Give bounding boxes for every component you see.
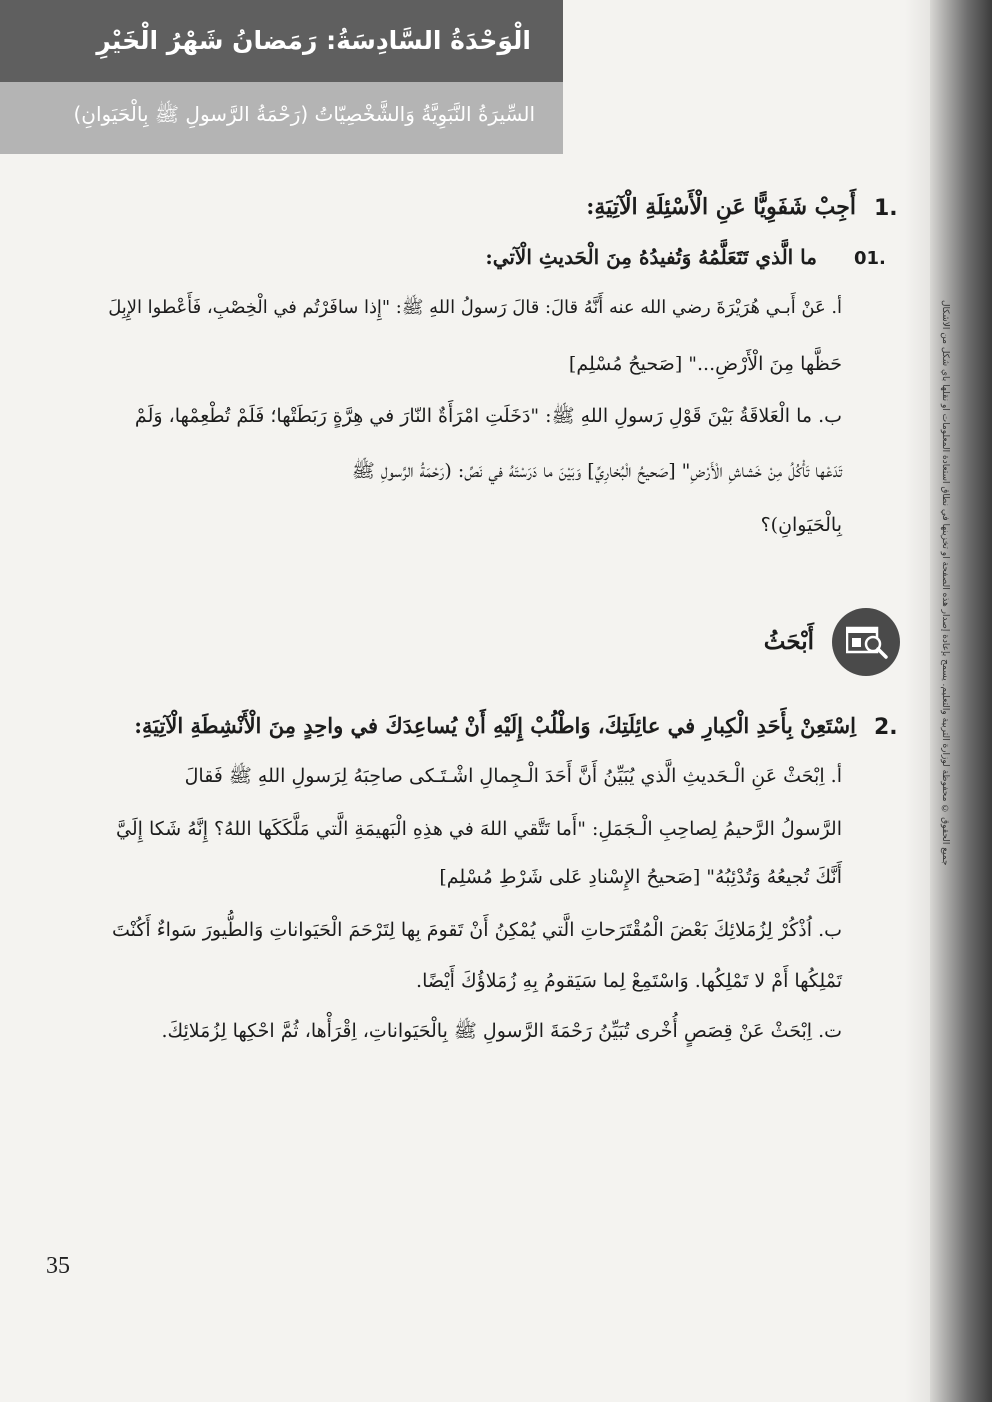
unit-title-band [0, 0, 563, 82]
section1-number: 1. [874, 196, 898, 221]
item-b-line2: تَدَعْها تَأْكُلُ مِنْ خَشاشِ الْأَرْضِ" [صَحيحُ الْبُخارِيِّ] وَبَيْنَ ما دَرَسْتَهُ في نَصِّ: (رَحْمَةُ الرَّسولِ ﷺ [351, 460, 842, 482]
lesson-title: السِّيرَةُ النَّبَوِيَّةُ وَالشَّخْصِيّاتُ (رَحْمَةُ الرَّسولِ ﷺ بِالْحَيَوانِ) [73, 102, 535, 126]
section2-item-b-line2: تَمْلِكُها أَمْ لا تَمْلِكُها. وَاسْتَمِعْ لِما سَيَقومُ بِهِ زُمَلاؤُكَ أَيْضًا. [416, 970, 842, 992]
section2-item-a-line3: أَنَّكَ تُجيعُهُ وَتُدْئِبُهُ" [صَحيحُ الإِسْنادِ عَلى شَرْطِ مُسْلِم] [439, 866, 842, 888]
section2-item-c-line1: ت. اِبْحَثْ عَنْ قِصَصٍ أُخْرى تُبَيِّنُ رَحْمَةَ الرَّسولِ ﷺ بِالْحَيَواناتِ، اِقْرَأْها، ثُمَّ احْكِها لِزُمَلائِكَ. [161, 1020, 842, 1042]
search-folder-icon [832, 608, 900, 676]
section2-number: 2. [874, 715, 898, 740]
copyright-side-note: جميع الحقوق © محفوظة لوزارة التربية والتعليم. يسمح بإعادة إصدار هذه الصفحة أو تخزينها في نطاق استعادة المعلومات أو نقلها بأي شكل من الأشكال [940, 300, 950, 866]
section2-item-b-line1: ب. اُذْكُرْ لِزُمَلائِكَ بَعْضَ الْمُقْتَرَحاتِ الَّتي يُمْكِنُ أَنْ تَقومَ بِها لِتَرْحَمَ الْحَيَواناتِ وَالطُّيورَ سَواءٌ أَكُنْتَ [111, 919, 842, 941]
section2-title: اِسْتَعِنْ بِأَحَدِ الْكِبارِ في عائِلَتِكَ، وَاطْلُبْ إِلَيْهِ أَنْ يُساعِدَكَ في واحِدٍ مِنَ الْأَنْشِطَةِ الْآتِيَةِ: [134, 713, 856, 738]
item-a-line2: حَظَّها مِنَ الْأَرْضِ..." [صَحيحُ مُسْلِم] [568, 353, 842, 375]
item-b-line1: ب. ما الْعَلاقَةُ بَيْنَ قَوْلِ رَسولِ اللهِ ﷺ: "دَخَلَتِ امْرَأَةٌ النّارَ في هِرَّةٍ رَبَطَتْها؛ فَلَمْ تُطْعِمْها، وَلَمْ [134, 405, 842, 427]
item-b-line3: بِالْحَيَوانِ)؟ [760, 514, 842, 536]
lesson-title-band [0, 82, 563, 154]
page-number: 35 [46, 1253, 70, 1279]
research-heading: أَبْحَثُ [763, 628, 814, 655]
question-number: 01. [854, 248, 886, 269]
question-text: ما الَّذي تَتَعَلَّمُهُ وَتُفيدُهُ مِنَ الْحَديثِ الْآتي: [485, 245, 817, 269]
section2-item-a-line2: الرَّسولُ الرَّحيمُ لِصاحِبِ الْـجَمَلِ: "أَما تَتَّقي اللهَ في هذِهِ الْبَهيمَةِ الَّتي مَلَّكَكَها اللهُ؟ إِنَّهُ شَكا إِلَيَّ [116, 818, 842, 840]
unit-title: الْوَحْدَةُ السَّادِسَةُ: رَمَضانُ شَهْرُ الْخَيْرِ [96, 26, 531, 55]
section2-item-a-line1: أ. اِبْحَثْ عَنِ الْـحَديثِ الَّذي يُبَيِّنُ أَنَّ أَحَدَ الْـجِمالِ اشْـتَـكى صاحِبَهُ لِرَسولِ اللهِ ﷺ فَقالَ [184, 765, 842, 787]
page-gutter [905, 0, 933, 1402]
section1-title: أَجِبْ شَفَوِيًّا عَنِ الْأَسْئِلَةِ الْآتِيَةِ: [586, 194, 856, 220]
item-a-line1: أ. عَنْ أَبـي هُرَيْرَةَ رضي الله عنه أَنَّهُ قالَ: قالَ رَسولُ اللهِ ﷺ: "إِذا سافَرْتُم في الْخِصْبِ، فَأَعْطوا الإِبِلَ [108, 297, 842, 318]
